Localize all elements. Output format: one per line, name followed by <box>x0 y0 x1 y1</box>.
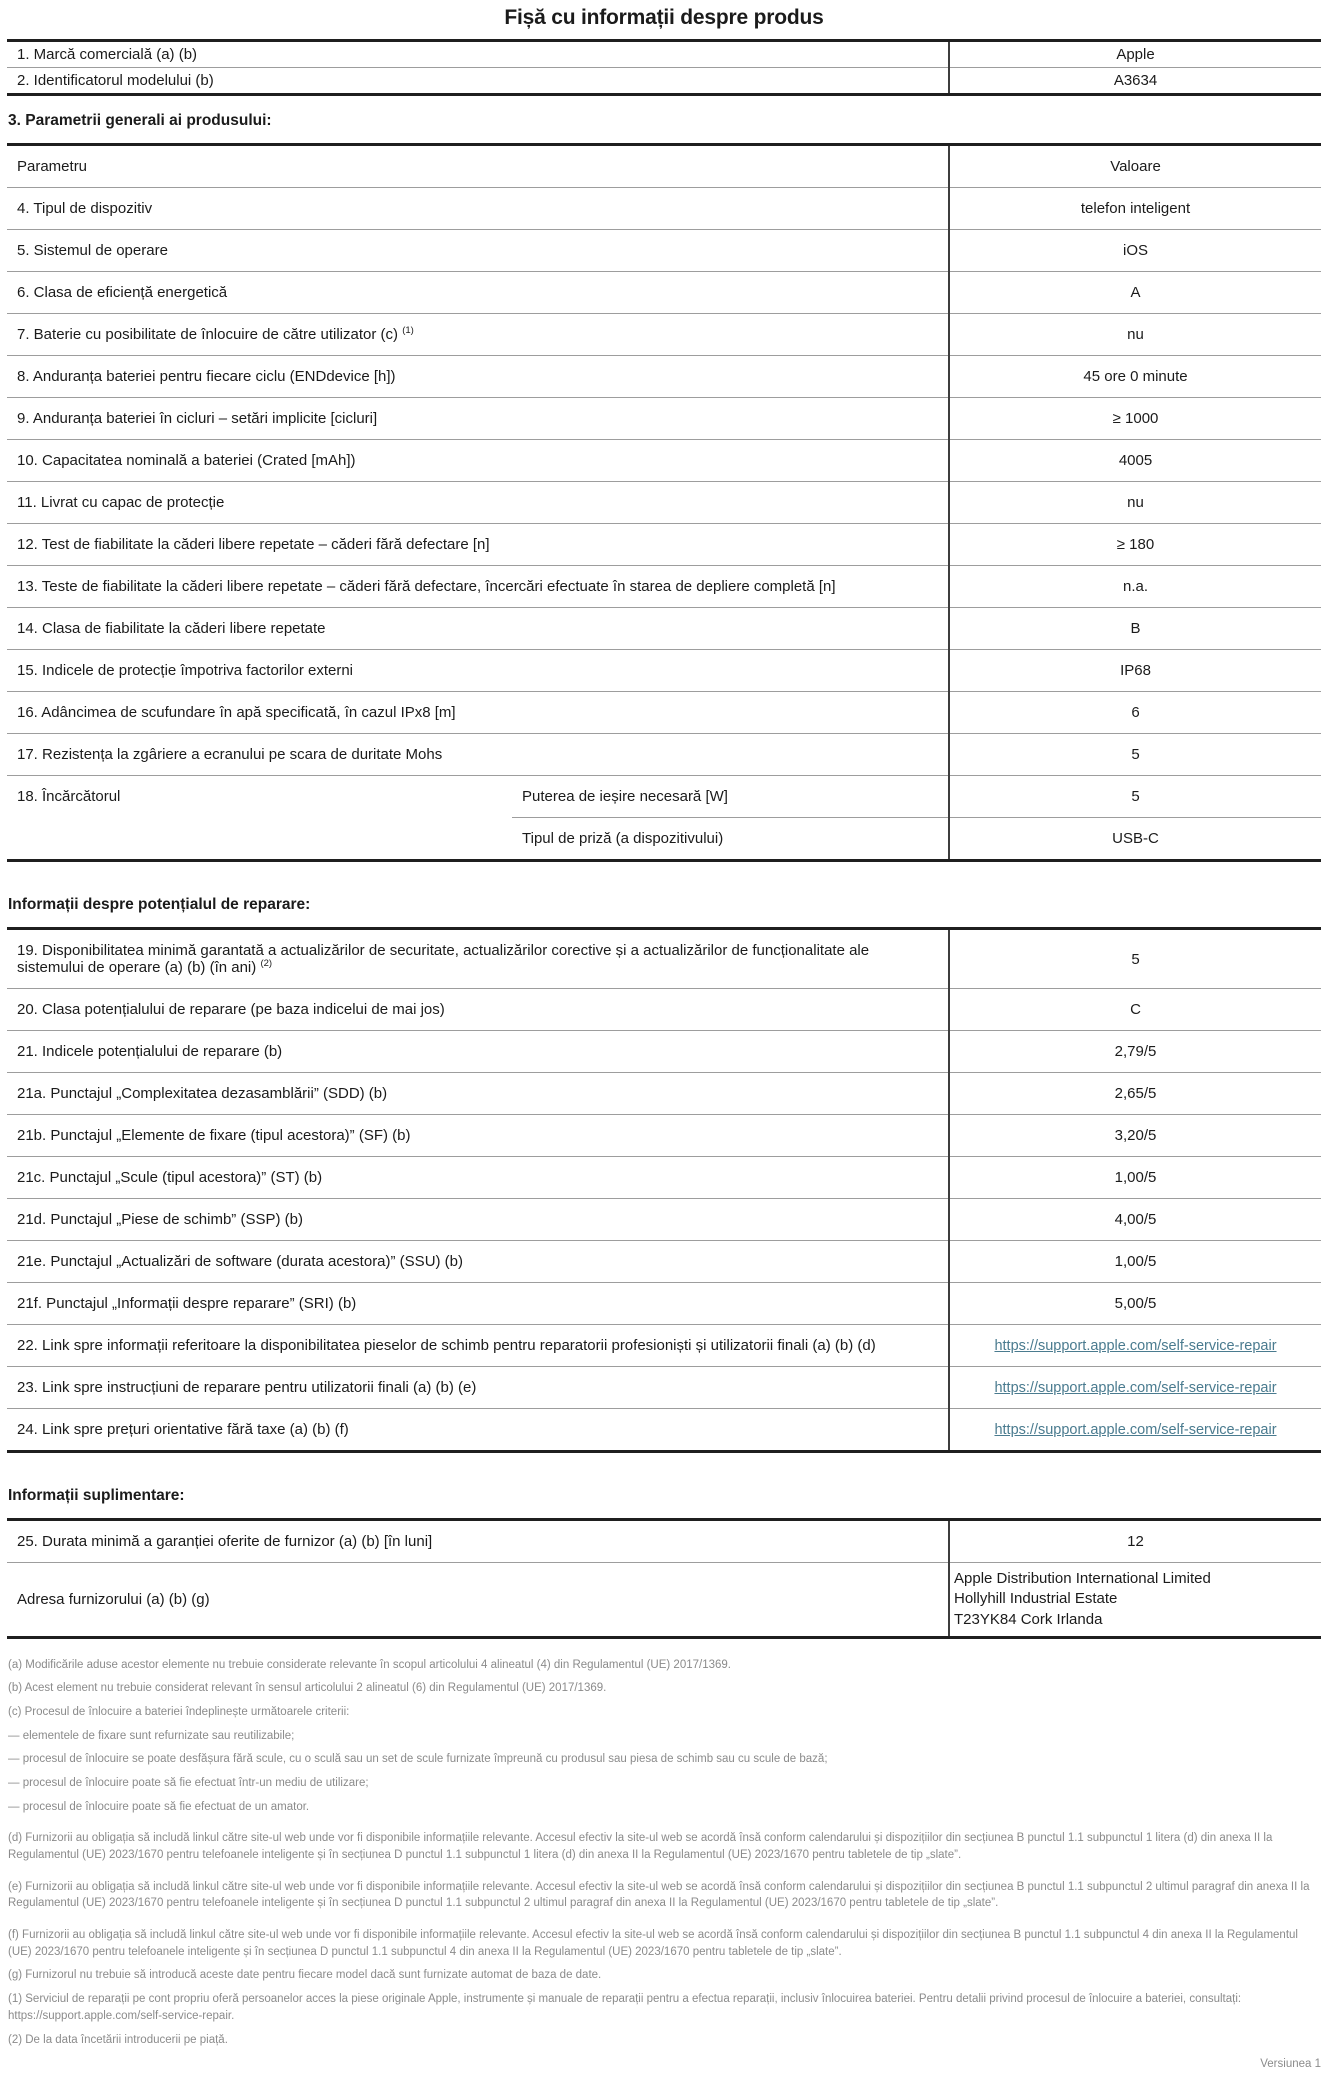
table-row <box>7 230 1321 272</box>
table-row <box>7 524 1321 566</box>
table-row <box>7 1073 1321 1115</box>
row-label: 13. Teste de fiabilitate la căderi libere repetate – căderi fără defectare, încercări efectuate în starea de depliere completă [n] <box>7 566 949 608</box>
row-value <box>949 1409 1321 1452</box>
row-label: 25. Durata minimă a garanției oferite de furnizor (a) (b) [în luni] <box>17 1533 433 1550</box>
version-label: Versiunea 1 <box>1260 2058 1321 2071</box>
column-header-parametru: Parametru <box>17 158 88 175</box>
row-label: 5. Sistemul de operare <box>7 230 949 272</box>
table-row <box>7 734 1321 776</box>
row-label: 6. Clasa de eficiență energetică <box>7 272 949 314</box>
row-label: 12. Test de fiabilitate la căderi libere repetate – căderi fără defectare [n] <box>7 524 949 566</box>
footnote-f: (f) Furnizorii au obligația să includă linkul către site-ul web unde vor fi disponibile informațiile relevante. Accesul efectiv la site-ul web se acordă însă conform calendarului și dispozițiilor din secțiunea B punctul 1.1 subpunctul 4 din anexa II la Regulamentul (UE) 2023/1670 pentru telefoanele inteligente și în secțiunea D punctul 1.1 subpunctul 4 din anexa II la Regulamentul (UE) 2023/1670 pentru tabletele de tip „slate”. <box>8 1929 1298 1958</box>
row-value: nu <box>949 482 1321 524</box>
table-row <box>7 608 1321 650</box>
row-value: iOS <box>949 230 1321 272</box>
table-row <box>7 314 1321 356</box>
row-value: 3,20/5 <box>949 1115 1321 1157</box>
charger-subrow-label: Tipul de priză (a dispozitivului) <box>512 818 949 861</box>
row-value: 4,00/5 <box>949 1199 1321 1241</box>
table-row <box>7 1241 1321 1283</box>
row-value: Apple <box>949 41 1321 68</box>
footnote-c-criterion: — procesul de înlocuire se poate desfășura fără scule, cu o sculă sau un set de scule furnizate împreună cu produsul sau piesa de schimb sau cu scule de bază; <box>8 1753 828 1766</box>
table-row <box>7 68 1321 95</box>
row-label: 21c. Punctajul „Scule (tipul acestora)” (ST) (b) <box>7 1157 949 1199</box>
general-parameters-table <box>7 143 1321 862</box>
table-row <box>7 272 1321 314</box>
footnote-c: (c) Procesul de înlocuire a bateriei îndeplinește următoarele criterii: <box>8 1706 350 1719</box>
row-label: 21a. Punctajul „Complexitatea dezasamblării” (SDD) (b) <box>7 1073 949 1115</box>
table-row <box>7 1199 1321 1241</box>
section-heading-general: 3. Parametrii generali ai produsului: <box>8 112 272 129</box>
row-label: 7. Baterie cu posibilitate de înlocuire de către utilizator (c) $^{(1)}$ <box>7 314 949 356</box>
table-row-charger <box>7 776 1321 818</box>
footnote-c-criterion: — procesul de înlocuire poate să fie efectuat de un amator. <box>8 1800 310 1813</box>
row-value <box>949 1367 1321 1409</box>
table-row <box>7 482 1321 524</box>
row-value: 1,00/5 <box>949 1241 1321 1283</box>
row-value: C <box>949 989 1321 1031</box>
row-value: A <box>949 272 1321 314</box>
row-value: A3634 <box>949 68 1321 95</box>
table-row <box>7 1520 1321 1563</box>
row-label: 10. Capacitatea nominală a bateriei (Crated [mAh]) <box>7 440 949 482</box>
supplier-address-line: Apple Distribution International Limited <box>954 1570 1211 1587</box>
table-row <box>7 989 1321 1031</box>
row-label: 2. Identificatorul modelului (b) <box>7 68 949 95</box>
section-heading-repair: Informații despre potențialul de reparare: <box>8 896 311 913</box>
row-label: 21e. Punctajul „Actualizări de software (durata acestora)” (SSU) (b) <box>7 1241 949 1283</box>
footnote-c-criterion: — elementele de fixare sunt refurnizate sau reutilizabile; <box>8 1729 295 1742</box>
row-label: 17. Rezistența la zgâriere a ecranului pe scara de duritate Mohs <box>7 734 949 776</box>
table-row <box>7 41 1321 68</box>
section-heading-additional: Informații suplimentare: <box>8 1487 185 1504</box>
footnote-reference: (2) <box>260 958 273 969</box>
row-value <box>949 1325 1321 1367</box>
row-value: ≥ 180 <box>949 524 1321 566</box>
self-service-repair-link[interactable]: https://support.apple.com/self-service-repair <box>994 1338 1277 1354</box>
row-label: 21b. Punctajul „Elemente de fixare (tipul acestora)” (SF) (b) <box>7 1115 949 1157</box>
row-label: Adresa furnizorului (a) (b) (g) <box>7 1563 949 1638</box>
row-value: 4005 <box>949 440 1321 482</box>
footnote-g: (g) Furnizorul nu trebuie să introducă aceste date pentru fiecare model dacă sunt furnizate automat de baza de date. <box>8 1969 602 1982</box>
row-label: 1. Marcă comercială (a) (b) <box>17 46 198 63</box>
footnote-1: (1) Serviciul de reparații pe cont propriu oferă persoanelor acces la piese originale Apple, instrumente și manuale de reparații pentru a efectua reparații, inclusiv înlocuirea bateriei. Pentru detalii privind procesul de înlocuire a bateriei, consultați: https://support.apple.com/self-service-repair. <box>8 1993 1242 2022</box>
column-header-valoare: Valoare <box>949 145 1321 188</box>
row-label: 4. Tipul de dispozitiv <box>7 188 949 230</box>
table-row <box>7 929 1321 989</box>
page-title: Fișă cu informații despre produs <box>504 6 824 29</box>
table-row <box>7 188 1321 230</box>
table-row <box>7 1115 1321 1157</box>
row-label: 14. Clasa de fiabilitate la căderi libere repetate <box>7 608 949 650</box>
row-value: 5,00/5 <box>949 1283 1321 1325</box>
row-value: n.a. <box>949 566 1321 608</box>
table-row <box>7 1157 1321 1199</box>
self-service-repair-link[interactable]: https://support.apple.com/self-service-repair <box>994 1380 1277 1396</box>
row-label: 20. Clasa potențialului de reparare (pe baza indicelui de mai jos) <box>7 989 949 1031</box>
table-row <box>7 566 1321 608</box>
footnote-b: (b) Acest element nu trebuie considerat relevant în sensul articolului 2 alineatul (6) din Regulamentul (UE) 2017/1369. <box>8 1682 607 1695</box>
row-label: 21f. Punctajul „Informații despre reparare” (SRI) (b) <box>7 1283 949 1325</box>
table-row <box>7 398 1321 440</box>
row-label: 11. Livrat cu capac de protecție <box>7 482 949 524</box>
identification-table <box>7 39 1321 96</box>
table-header-row <box>7 145 1321 188</box>
table-row <box>7 1367 1321 1409</box>
row-label: 15. Indicele de protecție împotriva factorilor externi <box>7 650 949 692</box>
table-row-supplier-address <box>7 1563 1321 1638</box>
table-row <box>7 356 1321 398</box>
supplier-address-line: Hollyhill Industrial Estate <box>954 1590 1118 1608</box>
row-value: 5 <box>949 734 1321 776</box>
table-row <box>7 1031 1321 1073</box>
row-value: 2,79/5 <box>949 1031 1321 1073</box>
repairability-table <box>7 927 1321 1453</box>
footnote-a: (a) Modificările aduse acestor elemente nu trebuie considerate relevante în scopul articolului 4 alineatul (4) din Regulamentul (UE) 2017/1369. <box>8 1658 731 1671</box>
row-value: B <box>949 608 1321 650</box>
table-row <box>7 1409 1321 1452</box>
row-value: 45 ore 0 minute <box>949 356 1321 398</box>
row-value: nu <box>949 314 1321 356</box>
row-value: 2,65/5 <box>949 1073 1321 1115</box>
row-label: 16. Adâncimea de scufundare în apă specificată, în cazul IPx8 [m] <box>7 692 949 734</box>
row-label: 24. Link spre prețuri orientative fără taxe (a) (b) (f) <box>7 1409 949 1452</box>
row-value: 1,00/5 <box>949 1157 1321 1199</box>
row-label: 23. Link spre instrucțiuni de reparare pentru utilizatorii finali (a) (b) (e) <box>7 1367 949 1409</box>
row-value: 12 <box>949 1520 1321 1563</box>
table-row <box>7 650 1321 692</box>
row-label: 22. Link spre informații referitoare la disponibilitatea pieselor de schimb pentru reparatorii profesioniști și utilizatorii finali (a) (b) (d) <box>7 1325 949 1367</box>
table-row <box>7 1283 1321 1325</box>
row-value: ≥ 1000 <box>949 398 1321 440</box>
row-value: telefon inteligent <box>949 188 1321 230</box>
footnote-e: (e) Furnizorii au obligația să includă linkul către site-ul web unde vor fi disponibile informațiile relevante. Accesul efectiv la site-ul web se acordă însă conform calendarului și dispozițiilor din secțiunea B punctul 1.1 subpunctul 2 ultimul paragraf din anexa II la Regulamentul (UE) 2023/1670 pentru telefoanele inteligente și în secțiunea D punctul 1.1 subpunctul 2 ultimul paragraf din anexa II la Regulamentul (UE) 2023/1670 pentru tabletele de tip „slate”. <box>8 1880 1310 1910</box>
row-value: IP68 <box>949 650 1321 692</box>
charger-subrow-label: Puterea de ieșire necesară [W] <box>512 776 949 818</box>
charger-subrow-value: USB-C <box>949 818 1321 861</box>
charger-subrow-value: 5 <box>949 776 1321 818</box>
footnote-2: (2) De la data încetării introducerii pe piață. <box>8 2033 228 2046</box>
self-service-repair-link[interactable]: https://support.apple.com/self-service-repair <box>994 1422 1277 1438</box>
row-label-charger: 18. Încărcătorul <box>7 776 512 861</box>
footnote-d: (d) Furnizorii au obligația să includă linkul către site-ul web unde vor fi disponibile informațiile relevante. Accesul efectiv la site-ul web se acordă însă conform calendarului și dispozițiilor din secțiunea B punctul 1.1 subpunctul 1 litera (d) din anexa II la Regulamentul (UE) 2023/1670 pentru telefoanele inteligente și în secțiunea D punctul 1.1 subpunctul 1 litera (d) din anexa II la Regulamentul (UE) 2023/1670 pentru tabletele de tip „slate”. <box>8 1832 1273 1862</box>
footnotes-section <box>7 1657 1321 2048</box>
footnote-reference: (1) <box>402 325 414 336</box>
row-label: 8. Anduranța bateriei pentru fiecare ciclu (ENDdevice [h]) <box>7 356 949 398</box>
supplier-address <box>949 1563 1321 1638</box>
additional-info-table <box>7 1518 1321 1639</box>
row-value: 6 <box>949 692 1321 734</box>
row-label: 9. Anduranța bateriei în cicluri – setări implicite [cicluri] <box>7 398 949 440</box>
row-label: 21d. Punctajul „Piese de schimb” (SSP) (b) <box>7 1199 949 1241</box>
row-label: 21. Indicele potențialului de reparare (b) <box>7 1031 949 1073</box>
footnote-c-criterion: — procesul de înlocuire poate să fie efectuat într-un mediu de utilizare; <box>8 1777 369 1790</box>
row-value: 5 <box>949 929 1321 989</box>
supplier-address-line: T23YK84 Cork Irlanda <box>954 1610 1103 1628</box>
table-row <box>7 692 1321 734</box>
table-row <box>7 440 1321 482</box>
table-row <box>7 1325 1321 1367</box>
row-label: 19. Disponibilitatea minimă garantată a actualizărilor de securitate, actualizărilor corective și a actualizărilor de funcționalitate ale sistemului de operare (a) (b) (în ani) $^{(2)}$ <box>17 942 870 976</box>
